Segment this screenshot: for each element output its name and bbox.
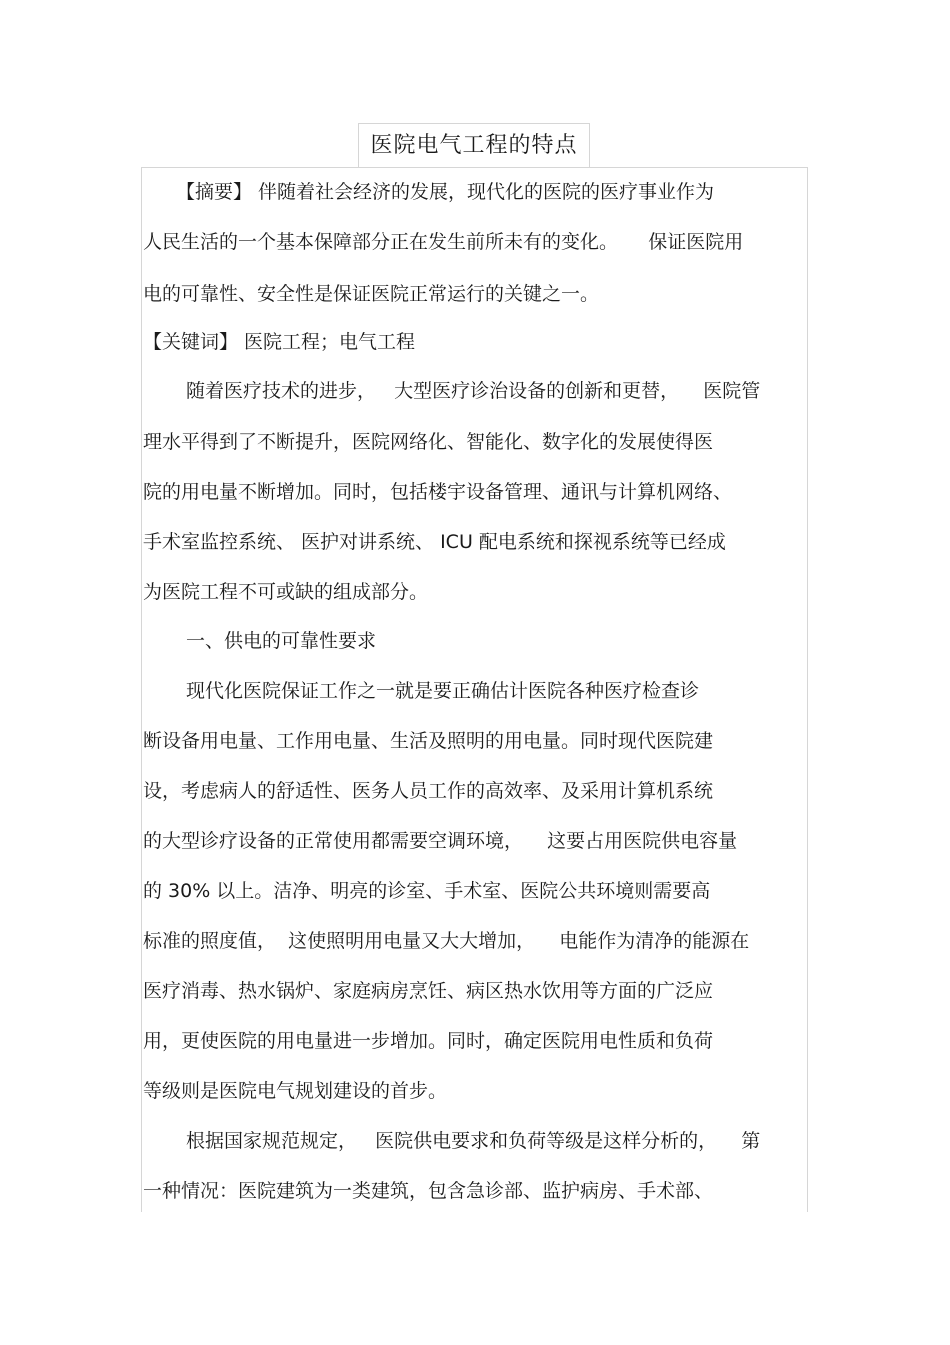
title-box [358, 123, 590, 167]
text-line: 理水平得到了不断提升，医院网络化、智能化、数字化的发展使得医 [143, 431, 714, 453]
text-line: 医疗消毒、热水锅炉、家庭病房烹饪、病区热水饮用等方面的广泛应 [143, 980, 714, 1002]
text-line: 标准的照度值， 这使照明用电量又大大增加， 电能作为清净的能源在 [143, 930, 750, 952]
keywords-line: 【关键词】 医院工程；电气工程 [143, 331, 416, 353]
text-line: 电的可靠性、安全性是保证医院正常运行的关键之一。 [143, 283, 600, 305]
text-line: 【摘要】 伴随着社会经济的发展，现代化的医院的医疗事业作为 [176, 181, 715, 203]
text-line: 等级则是医院电气规划建设的首步。 [143, 1080, 448, 1102]
text-line: 随着医疗技术的进步， 大型医疗诊治设备的创新和更替， 医院管 [186, 380, 761, 402]
section-heading: 一、供电的可靠性要求 [186, 630, 377, 652]
text-line: 的大型诊疗设备的正常使用都需要空调环境， 这要占用医院供电容量 [143, 830, 738, 852]
text-line: 人民生活的一个基本保障部分正在发生前所未有的变化。 保证医院用 [143, 231, 744, 253]
text-line: 现代化医院保证工作之一就是要正确估计医院各种医疗检查诊 [186, 680, 700, 702]
text-line: 一种情况：医院建筑为一类建筑，包含急诊部、监护病房、手术部、 [143, 1180, 714, 1202]
text-line: 为医院工程不可或缺的组成部分。 [143, 581, 429, 603]
document-title: 医院电气工程的特点 [370, 133, 578, 158]
text-line: 设，考虑病人的舒适性、医务人员工作的高效率、及采用计算机系统 [143, 780, 714, 802]
text-line: 院的用电量不断增加。同时，包括楼宇设备管理、通讯与计算机网络、 [143, 481, 733, 503]
text-line: 根据国家规范规定， 医院供电要求和负荷等级是这样分析的， 第 [186, 1130, 761, 1152]
text-line: 用，更使医院的用电量进一步增加。同时，确定医院用电性质和负荷 [143, 1030, 714, 1052]
text-line: 断设备用电量、工作用电量、生活及照明的用电量。同时现代医院建 [143, 730, 714, 752]
text-line: 手术室监控系统、 医护对讲系统、 ICU 配电系统和探视系统等已经成 [143, 531, 726, 553]
text-line: 的 30% 以上。洁净、明亮的诊室、手术室、医院公共环境则需要高 [143, 880, 711, 902]
